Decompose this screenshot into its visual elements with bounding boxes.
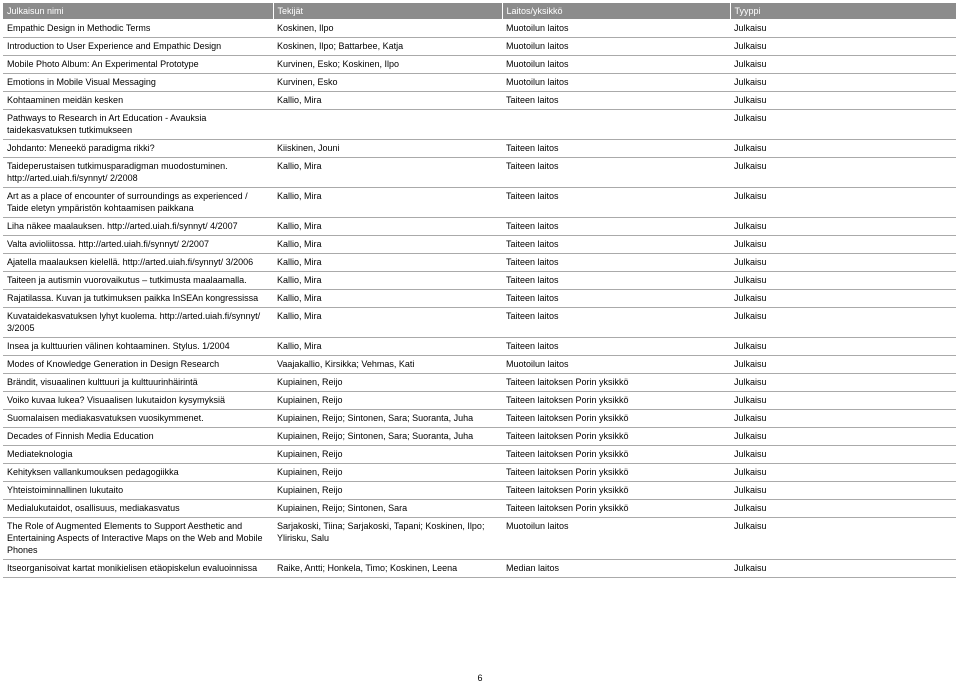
cell-type: Julkaisu	[730, 446, 956, 464]
cell-type: Julkaisu	[730, 410, 956, 428]
table-row	[3, 500, 956, 518]
cell-department: Muotoilun laitos	[502, 356, 730, 374]
cell-authors: Kupiainen, Reijo; Sintonen, Sara	[273, 500, 502, 518]
cell-type: Julkaisu	[730, 338, 956, 356]
table-row	[3, 110, 956, 140]
cell-department: Taiteen laitos	[502, 254, 730, 272]
cell-title: Johdanto: Meneekö paradigma rikki?	[3, 140, 273, 158]
cell-title: Introduction to User Experience and Empathic Design	[3, 38, 273, 56]
cell-authors: Kallio, Mira	[273, 92, 502, 110]
column-header-authors: Tekijät	[273, 3, 502, 20]
table-row	[3, 290, 956, 308]
cell-authors: Koskinen, Ilpo; Battarbee, Katja	[273, 38, 502, 56]
cell-department: Taiteen laitos	[502, 272, 730, 290]
cell-title: Itseorganisoivat kartat monikielisen etäopiskelun evaluoinnissa	[3, 560, 273, 578]
cell-authors: Kallio, Mira	[273, 218, 502, 236]
cell-type: Julkaisu	[730, 482, 956, 500]
cell-department: Muotoilun laitos	[502, 518, 730, 560]
table-row	[3, 392, 956, 410]
cell-type: Julkaisu	[730, 428, 956, 446]
table-row	[3, 518, 956, 560]
cell-authors: Raike, Antti; Honkela, Timo; Koskinen, Leena	[273, 560, 502, 578]
cell-authors: Sarjakoski, Tiina; Sarjakoski, Tapani; Koskinen, Ilpo; Ylirisku, Salu	[273, 518, 502, 560]
cell-type: Julkaisu	[730, 38, 956, 56]
cell-department: Taiteen laitos	[502, 338, 730, 356]
table-row	[3, 140, 956, 158]
cell-type: Julkaisu	[730, 518, 956, 560]
cell-authors: Kallio, Mira	[273, 338, 502, 356]
cell-department: Muotoilun laitos	[502, 38, 730, 56]
cell-type: Julkaisu	[730, 218, 956, 236]
cell-type: Julkaisu	[730, 92, 956, 110]
cell-type: Julkaisu	[730, 140, 956, 158]
cell-type: Julkaisu	[730, 560, 956, 578]
cell-type: Julkaisu	[730, 464, 956, 482]
column-header-department: Laitos/yksikkö	[502, 3, 730, 20]
cell-department: Muotoilun laitos	[502, 20, 730, 38]
cell-title: Suomalaisen mediakasvatuksen vuosikymmenet.	[3, 410, 273, 428]
cell-department: Taiteen laitos	[502, 140, 730, 158]
table-row	[3, 464, 956, 482]
cell-authors: Vaajakallio, Kirsikka; Vehmas, Kati	[273, 356, 502, 374]
table-row	[3, 374, 956, 392]
cell-authors: Kallio, Mira	[273, 272, 502, 290]
cell-title: The Role of Augmented Elements to Support Aesthetic and Entertaining Aspects of Interactive Maps on the Web and Mobile Phones	[3, 518, 273, 560]
table-row	[3, 236, 956, 254]
cell-authors: Kupiainen, Reijo; Sintonen, Sara; Suoranta, Juha	[273, 410, 502, 428]
table-row	[3, 158, 956, 188]
cell-title: Taiteen ja autismin vuorovaikutus – tutkimusta maalaamalla.	[3, 272, 273, 290]
cell-department: Taiteen laitos	[502, 308, 730, 338]
table-row	[3, 20, 956, 38]
table-row	[3, 482, 956, 500]
cell-title: Brändit, visuaalinen kulttuuri ja kulttuurinhäirintä	[3, 374, 273, 392]
cell-department: Taiteen laitos	[502, 290, 730, 308]
cell-type: Julkaisu	[730, 110, 956, 140]
cell-department: Muotoilun laitos	[502, 56, 730, 74]
cell-title: Modes of Knowledge Generation in Design Research	[3, 356, 273, 374]
cell-department: Taiteen laitoksen Porin yksikkö	[502, 500, 730, 518]
cell-department: Muotoilun laitos	[502, 74, 730, 92]
cell-department: Median laitos	[502, 560, 730, 578]
cell-title: Pathways to Research in Art Education - Avauksia taidekasvatuksen tutkimukseen	[3, 110, 273, 140]
cell-department	[502, 110, 730, 140]
cell-department: Taiteen laitoksen Porin yksikkö	[502, 410, 730, 428]
cell-type: Julkaisu	[730, 500, 956, 518]
cell-type: Julkaisu	[730, 290, 956, 308]
cell-department: Taiteen laitoksen Porin yksikkö	[502, 464, 730, 482]
header-row	[3, 3, 956, 20]
cell-authors: Kiiskinen, Jouni	[273, 140, 502, 158]
cell-authors: Kurvinen, Esko; Koskinen, Ilpo	[273, 56, 502, 74]
table-body	[3, 20, 956, 578]
table-row	[3, 560, 956, 578]
cell-authors: Kallio, Mira	[273, 254, 502, 272]
cell-authors: Kupiainen, Reijo	[273, 374, 502, 392]
cell-type: Julkaisu	[730, 74, 956, 92]
page-number: 6	[477, 673, 483, 683]
cell-authors: Kallio, Mira	[273, 158, 502, 188]
cell-title: Mobile Photo Album: An Experimental Prototype	[3, 56, 273, 74]
cell-authors: Kupiainen, Reijo	[273, 482, 502, 500]
cell-authors: Koskinen, Ilpo	[273, 20, 502, 38]
cell-department: Taiteen laitos	[502, 218, 730, 236]
table-header	[3, 3, 956, 20]
table-row	[3, 428, 956, 446]
cell-department: Taiteen laitos	[502, 236, 730, 254]
table-row	[3, 446, 956, 464]
cell-type: Julkaisu	[730, 254, 956, 272]
publications-table	[3, 3, 957, 578]
cell-title: Liha näkee maalauksen. http://arted.uiah.fi/synnyt/ 4/2007	[3, 218, 273, 236]
cell-type: Julkaisu	[730, 56, 956, 74]
cell-title: Yhteistoiminnallinen lukutaito	[3, 482, 273, 500]
table-row	[3, 38, 956, 56]
column-header-type: Tyyppi	[730, 3, 956, 20]
cell-title: Taideperustaisen tutkimusparadigman muodostuminen. http://arted.uiah.fi/synnyt/ 2/2008	[3, 158, 273, 188]
cell-department: Taiteen laitos	[502, 188, 730, 218]
cell-title: Kuvataidekasvatuksen lyhyt kuolema. http://arted.uiah.fi/synnyt/ 3/2005	[3, 308, 273, 338]
cell-department: Taiteen laitoksen Porin yksikkö	[502, 446, 730, 464]
table-row	[3, 74, 956, 92]
table-row	[3, 218, 956, 236]
cell-title: Decades of Finnish Media Education	[3, 428, 273, 446]
table-row	[3, 338, 956, 356]
cell-authors: Kupiainen, Reijo	[273, 392, 502, 410]
column-header-title: Julkaisun nimi	[3, 3, 273, 20]
cell-type: Julkaisu	[730, 158, 956, 188]
cell-type: Julkaisu	[730, 272, 956, 290]
cell-title: Empathic Design in Methodic Terms	[3, 20, 273, 38]
cell-authors	[273, 110, 502, 140]
cell-department: Taiteen laitoksen Porin yksikkö	[502, 482, 730, 500]
cell-title: Insea ja kulttuurien välinen kohtaaminen. Stylus. 1/2004	[3, 338, 273, 356]
cell-authors: Kupiainen, Reijo	[273, 464, 502, 482]
table-row	[3, 308, 956, 338]
cell-authors: Kupiainen, Reijo	[273, 446, 502, 464]
cell-authors: Kallio, Mira	[273, 290, 502, 308]
cell-title: Mediateknologia	[3, 446, 273, 464]
cell-type: Julkaisu	[730, 374, 956, 392]
cell-title: Ajatella maalauksen kielellä. http://arted.uiah.fi/synnyt/ 3/2006	[3, 254, 273, 272]
cell-department: Taiteen laitos	[502, 158, 730, 188]
cell-title: Valta avioliitossa. http://arted.uiah.fi/synnyt/ 2/2007	[3, 236, 273, 254]
table-row	[3, 356, 956, 374]
cell-type: Julkaisu	[730, 188, 956, 218]
cell-authors: Kupiainen, Reijo; Sintonen, Sara; Suoranta, Juha	[273, 428, 502, 446]
cell-title: Emotions in Mobile Visual Messaging	[3, 74, 273, 92]
cell-department: Taiteen laitoksen Porin yksikkö	[502, 428, 730, 446]
cell-type: Julkaisu	[730, 356, 956, 374]
cell-title: Medialukutaidot, osallisuus, mediakasvatus	[3, 500, 273, 518]
table-row	[3, 272, 956, 290]
cell-authors: Kallio, Mira	[273, 236, 502, 254]
cell-type: Julkaisu	[730, 236, 956, 254]
cell-type: Julkaisu	[730, 308, 956, 338]
cell-title: Kohtaaminen meidän kesken	[3, 92, 273, 110]
cell-department: Taiteen laitos	[502, 92, 730, 110]
cell-authors: Kallio, Mira	[273, 188, 502, 218]
cell-title: Art as a place of encounter of surroundings as experienced / Taide eletyn ympäristön kohtaamisen paikkana	[3, 188, 273, 218]
table-row	[3, 188, 956, 218]
cell-authors: Kallio, Mira	[273, 308, 502, 338]
cell-title: Rajatilassa. Kuvan ja tutkimuksen paikka InSEAn kongressissa	[3, 290, 273, 308]
cell-type: Julkaisu	[730, 392, 956, 410]
table-row	[3, 56, 956, 74]
table-row	[3, 254, 956, 272]
table-row	[3, 410, 956, 428]
cell-title: Voiko kuvaa lukea? Visuaalisen lukutaidon kysymyksiä	[3, 392, 273, 410]
cell-department: Taiteen laitoksen Porin yksikkö	[502, 392, 730, 410]
cell-title: Kehityksen vallankumouksen pedagogiikka	[3, 464, 273, 482]
table-row	[3, 92, 956, 110]
cell-type: Julkaisu	[730, 20, 956, 38]
cell-authors: Kurvinen, Esko	[273, 74, 502, 92]
cell-department: Taiteen laitoksen Porin yksikkö	[502, 374, 730, 392]
